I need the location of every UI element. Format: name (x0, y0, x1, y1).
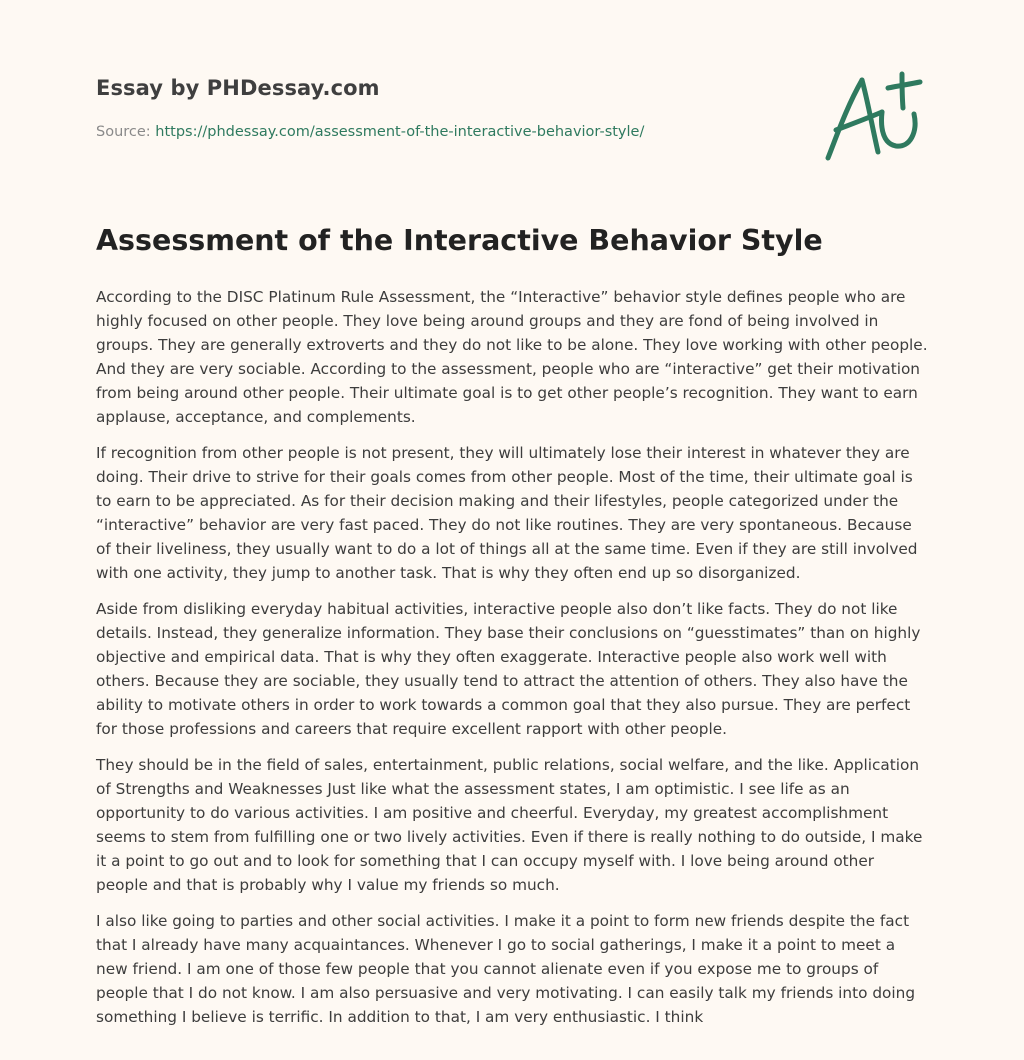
article-paragraph: If recognition from other people is not present, they will ultimately lose their interest in whatever they are doing. Their drive to strive for their goals comes from other people. Most of the time, their ultimate goal is to earn to be appreciated. As for their decision making and their lifestyles, people categorized under the “interactive” behavior are very fast paced. They do not like routines. They are very spontaneous. Because of their liveliness, they usually want to do a lot of things all at the same time. Even if they are still involved with one activity, they jump to another task. That is why they often end up so disorganized. (96, 444, 918, 582)
source-line (96, 124, 644, 140)
article-paragraph: I also like going to parties and other social activities. I make it a point to form new friends despite the fact that I already have many acquaintances. Whenever I go to social gatherings, I make it a point to meet a new friend. I am one of those few people that you cannot alienate even if you expose me to groups of people that I do not know. I am also persuasive and very motivating. I can easily talk my friends into doing something I believe is terrific. In addition to that, I am very enthusiastic. I think (96, 912, 916, 1026)
article-body (96, 285, 930, 1041)
article-paragraph: According to the DISC Platinum Rule Assessment, the “Interactive” behavior style defines people who are highly focused on other people. They love being around groups and they are fond of being involved in groups. They are generally extroverts and they do not like to be alone. They love working with other people. And they are very sociable. According to the assessment, people who are “interactive” get their motivation from being around other people. Their ultimate goal is to get other people’s recognition. They want to earn applause, acceptance, and complements. (96, 288, 928, 426)
source-label: Source: (96, 124, 151, 140)
article-paragraph: Aside from disliking everyday habitual activities, interactive people also don’t like facts. They do not like details. Instead, they generalize information. They base their conclusions on “guesstimates” than on highly objective and empirical data. That is why they often exaggerate. Interactive people also work well with others. Because they are sociable, they usually tend to attract the attention of others. They also have the ability to motivate others in order to work towards a common goal that they also pursue. They are perfect for those professions and careers that require excellent rapport with other people. (96, 600, 921, 738)
site-brand: Essay by PHDessay.com (96, 76, 380, 100)
article-paragraph: They should be in the field of sales, entertainment, public relations, social welfare, and the like. Application of Strengths and Weaknesses Just like what the assessment states, I am optimistic. I see life as an opportunity to do various activities. I am positive and cheerful. Everyday, my greatest accomplishment seems to stem from fulfilling one or two lively activities. Even if there is really nothing to do outside, I make it a point to go out and to look for something that I can occupy myself with. I love being around other people and that is probably why I value my friends so much. (96, 756, 923, 894)
article-title: Assessment of the Interactive Behavior Style (96, 224, 823, 257)
a-plus-logo-icon (822, 68, 926, 164)
source-link[interactable]: https://phdessay.com/assessment-of-the-interactive-behavior-style/ (155, 124, 645, 140)
